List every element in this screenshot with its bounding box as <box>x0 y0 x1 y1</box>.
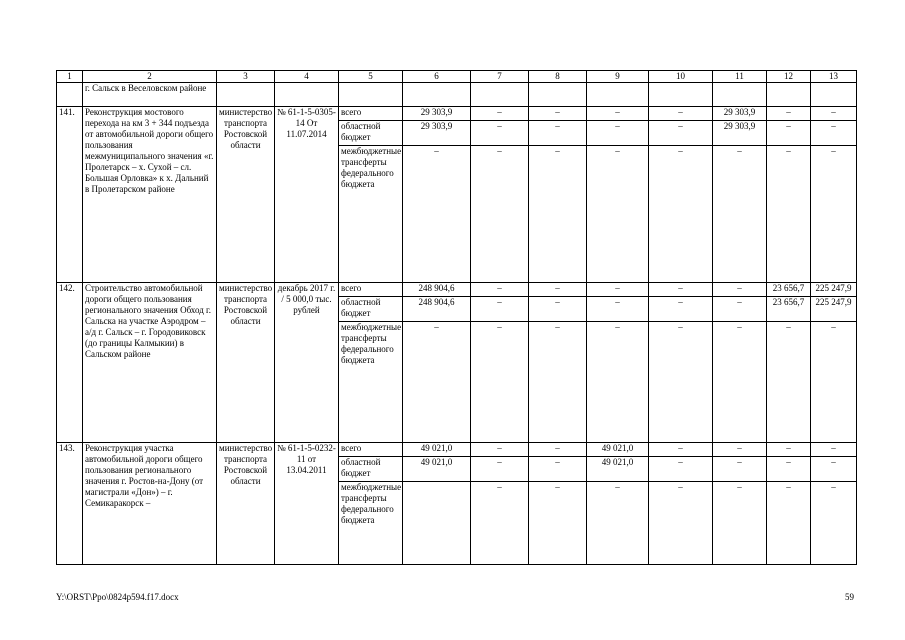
value-cell <box>471 107 529 283</box>
amount: – <box>615 482 620 492</box>
col-header: 10 <box>649 71 713 83</box>
value-cell <box>713 283 767 443</box>
amount: – <box>471 121 528 146</box>
amount: – <box>713 457 766 482</box>
funding-sources <box>339 443 403 565</box>
amount: – <box>811 107 856 121</box>
amount: 29 303,9 <box>713 107 766 121</box>
amount: – <box>678 322 683 332</box>
col-header: 3 <box>217 71 275 83</box>
amount: – <box>737 146 742 156</box>
amount: – <box>529 443 586 457</box>
amount: – <box>737 322 742 332</box>
amount: – <box>497 322 502 332</box>
funding-source: областной бюджет <box>339 121 402 146</box>
amount: – <box>649 283 712 297</box>
col-header: 1 <box>57 71 83 83</box>
amount: – <box>587 121 648 146</box>
funding-source: областной бюджет <box>339 457 402 482</box>
amount: – <box>434 322 439 332</box>
amount: – <box>767 443 810 457</box>
amount: – <box>555 322 560 332</box>
amount: – <box>434 146 439 156</box>
amount: – <box>587 107 648 121</box>
document-path: Y:\ORST\Ppo\0824p594.f17.docx <box>56 592 179 602</box>
amount: 29 303,9 <box>713 121 766 146</box>
amount: – <box>767 121 810 146</box>
amount: – <box>678 146 683 156</box>
value-cell <box>403 107 471 283</box>
col-header: 5 <box>339 71 403 83</box>
amount: 225 247,9 <box>811 283 856 297</box>
value-cell <box>713 107 767 283</box>
document-ref: декабрь 2017 г. / 5 000,0 тыс. рублей <box>275 283 339 443</box>
page-number: 59 <box>845 592 854 602</box>
amount: – <box>831 482 836 492</box>
value-cell <box>767 443 811 565</box>
amount: – <box>713 443 766 457</box>
amount: 29 303,9 <box>403 107 470 121</box>
amount: – <box>497 482 502 492</box>
funding-source: межбюджетные трансферты федерального бюджета <box>341 146 402 189</box>
value-cell <box>587 443 649 565</box>
amount: – <box>587 297 648 322</box>
project-name: Реконструкция участка автомобильной дороги общего пользования регионального значения г. Ростов-на-Дону (от магистрали «Дон») – г. Семикаракорск – <box>83 443 217 565</box>
value-cell <box>649 283 713 443</box>
value-cell <box>649 107 713 283</box>
value-cell <box>767 107 811 283</box>
amount: – <box>471 107 528 121</box>
value-cell <box>767 283 811 443</box>
value-cell <box>471 443 529 565</box>
col-header: 11 <box>713 71 767 83</box>
amount: – <box>786 482 791 492</box>
funding-source: всего <box>339 107 402 121</box>
amount: 49 021,0 <box>587 443 648 457</box>
amount: – <box>529 121 586 146</box>
amount: 23 656,7 <box>767 283 810 297</box>
amount: – <box>615 146 620 156</box>
amount: 248 904,6 <box>403 283 470 297</box>
document-ref: № 61-1-5-0305-14 От 11.07.2014 <box>275 107 339 283</box>
amount: – <box>649 443 712 457</box>
amount: – <box>649 107 712 121</box>
funding-source: межбюджетные трансферты федерального бюджета <box>341 482 402 525</box>
amount: – <box>471 283 528 297</box>
col-header: 7 <box>471 71 529 83</box>
amount: – <box>471 443 528 457</box>
amount: – <box>529 297 586 322</box>
carry-over-row <box>57 83 857 107</box>
document-ref: № 61-1-5-0232-11 от 13.04.2011 <box>275 443 339 565</box>
col-header: 13 <box>811 71 857 83</box>
budget-table <box>56 70 857 565</box>
amount: – <box>649 121 712 146</box>
funding-source: межбюджетные трансферты федерального бюджета <box>341 322 402 365</box>
amount: – <box>649 457 712 482</box>
funding-source: всего <box>339 283 402 297</box>
amount: – <box>767 457 810 482</box>
col-header: 2 <box>83 71 217 83</box>
row-number: 143. <box>57 443 83 565</box>
amount: – <box>811 457 856 482</box>
amount: – <box>497 146 502 156</box>
funding-source: всего <box>339 443 402 457</box>
amount: – <box>529 457 586 482</box>
customer: министерство транспорта Ростовской области <box>217 107 275 283</box>
funding-sources <box>339 283 403 443</box>
column-number-row <box>57 71 857 83</box>
amount: – <box>555 482 560 492</box>
amount: – <box>555 146 560 156</box>
value-cell <box>529 107 587 283</box>
amount: – <box>713 297 766 322</box>
amount: – <box>471 457 528 482</box>
table-row <box>57 107 857 283</box>
amount: – <box>737 482 742 492</box>
col-header: 12 <box>767 71 811 83</box>
amount: 49 021,0 <box>403 457 470 482</box>
amount: – <box>471 297 528 322</box>
table-row <box>57 283 857 443</box>
amount: 248 904,6 <box>403 297 470 322</box>
customer: министерство транспорта Ростовской области <box>217 283 275 443</box>
project-name: Реконструкция мостового перехода на км 3 + 344 подъезда от автомобильной дороги общего пользования межмуниципального значения «г. Пролетарск – х. Сухой – сл. Большая Орловка» к х. Дальний в Пролетарском районе <box>83 107 217 283</box>
amount: – <box>529 107 586 121</box>
amount: – <box>587 283 648 297</box>
col-header: 4 <box>275 71 339 83</box>
value-cell <box>587 283 649 443</box>
project-name: Строительство автомобильной дороги общего пользования регионального значения Обход г. Сальска на участке Аэродром – а/д г. Сальск – г. Городовиковск (до границы Калмыкии) в Сальском районе <box>83 283 217 443</box>
value-cell <box>713 443 767 565</box>
value-cell <box>811 443 857 565</box>
col-header: 8 <box>529 71 587 83</box>
project-name: г. Сальск в Веселовском районе <box>83 83 217 107</box>
amount: – <box>786 146 791 156</box>
funding-source: областной бюджет <box>339 297 402 322</box>
table-row <box>57 443 857 565</box>
col-header: 9 <box>587 71 649 83</box>
amount: – <box>811 121 856 146</box>
amount: 49 021,0 <box>587 457 648 482</box>
amount: 23 656,7 <box>767 297 810 322</box>
amount: 225 247,9 <box>811 297 856 322</box>
amount: – <box>713 283 766 297</box>
row-number: 142. <box>57 283 83 443</box>
value-cell <box>649 443 713 565</box>
amount: – <box>786 322 791 332</box>
amount <box>403 482 470 495</box>
value-cell <box>529 283 587 443</box>
amount: – <box>615 322 620 332</box>
amount: 29 303,9 <box>403 121 470 146</box>
col-header: 6 <box>403 71 471 83</box>
value-cell <box>811 283 857 443</box>
customer: министерство транспорта Ростовской области <box>217 443 275 565</box>
amount: 49 021,0 <box>403 443 470 457</box>
value-cell <box>471 283 529 443</box>
funding-sources <box>339 107 403 283</box>
amount: – <box>649 297 712 322</box>
row-number: 141. <box>57 107 83 283</box>
value-cell <box>587 107 649 283</box>
budget-table-sheet <box>56 70 856 565</box>
amount: – <box>529 283 586 297</box>
value-cell <box>811 107 857 283</box>
value-cell <box>403 283 471 443</box>
amount: – <box>678 482 683 492</box>
amount: – <box>831 322 836 332</box>
amount: – <box>767 107 810 121</box>
amount: – <box>811 443 856 457</box>
value-cell <box>529 443 587 565</box>
amount: – <box>831 146 836 156</box>
value-cell <box>403 443 471 565</box>
